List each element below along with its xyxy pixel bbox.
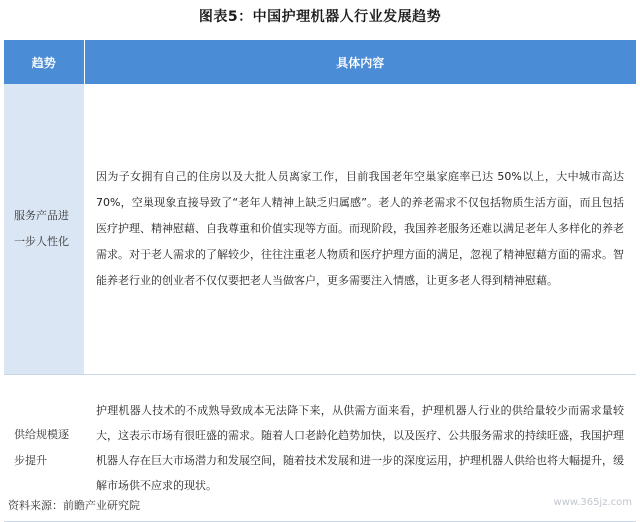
table-header-row — [4, 40, 636, 84]
content-cell: 因为子女拥有自己的住房以及大批人员离家工作，目前我国老年空巢家庭率已达 50%以上，大中城市高达 70%，空巢现象直接导致了“老年人精神上缺乏归属感”。老人的养老需求不仅包括物质生活方面，而且包括医疗护理、精神慰藉、自我尊重和价值实现等方面。而现阶段，我国养老服务还难以满足老年人多样化的养老需求。对于老人需求的了解较少，往往注重老人物质和医疗护理方面的满足，忽视了精神慰藉方面的需求。智能养老行业的创业者不仅仅要把老人当做客户，更多需要注入情感，让更多老人得到精神慰藉。 — [84, 84, 636, 375]
watermark-text: www.365jz.com — [553, 497, 632, 508]
trend-cell: 服务产品进一步人性化 — [4, 84, 84, 375]
header-trend: 趋势 — [4, 40, 84, 84]
table-row — [4, 84, 636, 375]
figure-title: 图表5：中国护理机器人行业发展趋势 — [198, 9, 442, 25]
trends-table — [4, 40, 636, 522]
content-cell: 护理机器人技术的不成熟导致成本无法降下来，从供需方面来看，护理机器人行业的供给量较少而需求量较大，这表示市场有很旺盛的需求。随着人口老龄化趋势加快，以及医疗、公共服务需求的持续旺盛，我国护理机器人存在巨大市场潜力和发展空间，随着技术发展和进一步的深度运用，护理机器人供给也将大幅提升，缓解市场供不应求的现状。 — [84, 375, 636, 522]
header-content: 具体内容 — [84, 40, 636, 84]
trend-cell: 供给规模逐步提升 — [4, 375, 84, 522]
source-note: 资料来源：前瞻产业研究院 — [8, 499, 140, 512]
